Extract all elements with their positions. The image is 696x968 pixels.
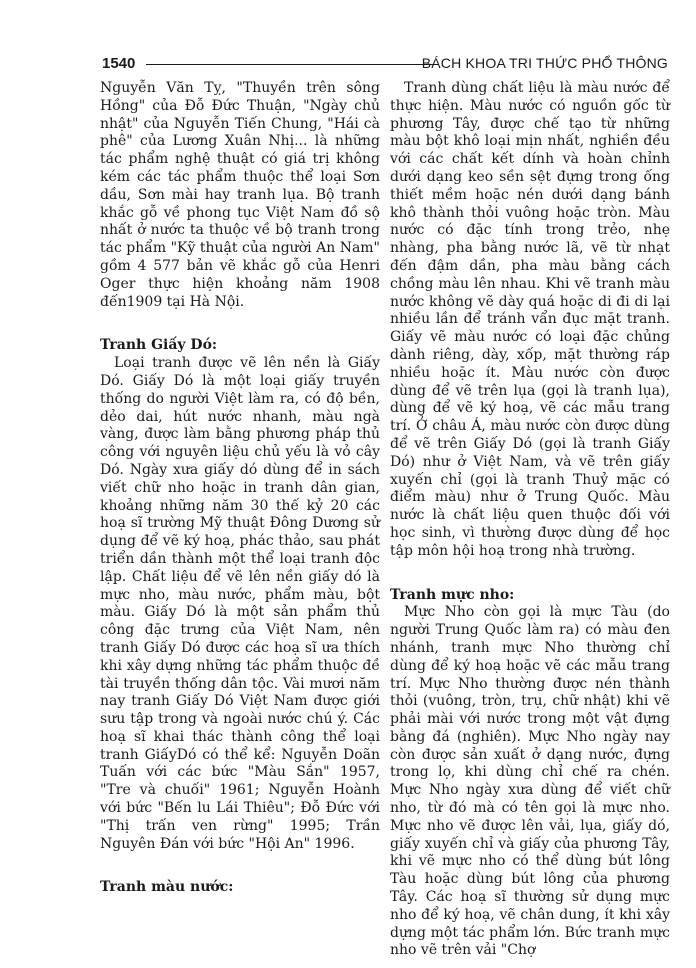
section-gap <box>100 311 380 337</box>
section-gap <box>100 853 380 879</box>
giay-do-paragraph: Loại tranh được vẽ lên nền là Giấy Dó. Giấy Dó là một loại giấy truyền thống do người Việt làm ra, có độ bền, dẻo dai, hút nước nhanh, màu ngà vàng, được làm bằng phương pháp thủ công với nguyên liệu chủ yếu là vỏ cây Dó. Ngày xưa giấy dó dùng để in sách viết chữ nho hoặc in tranh dân gian, khoảng những năm 30 thế kỷ 20 các hoạ sĩ trường Mỹ thuật Đông Dương sử dụng để vẽ ký hoạ, phác thảo, sau phát triển dần thành một thể loại tranh độc lập. Chất liệu để vẽ lên nền giấy dó là mực nho, màu nước, phẩm màu, bột màu. Giấy Dó là một sản phẩm thủ công đặc trưng của Việt Nam, nên tranh Giấy Dó được các hoạ sĩ ưa thích khi xây dựng những tác phẩm thuộc đề tài truyền thống dân tộc. Vài mươi năm nay tranh Giấy Dó Việt Nam được giới sưu tập trong và ngoài nước chú ý. Các hoạ sĩ khai thác thành công thể loại tranh GiấyDó có thể kể: Nguyễn Doãn Tuấn với các bức "Màu Sắn" 1957, "Tre và chuối" 1961; Nguyễn Hoành với bức "Bến lu Lái Thiêu"; Đỗ Đức với "Thị trấn ven rừng" 1995; Trần Nguyên Đán với bức "Hội An" 1996. <box>100 355 380 852</box>
section-heading-muc-nho: Tranh mực nho: <box>390 586 515 603</box>
page-header <box>102 52 668 74</box>
header-rule <box>146 64 436 65</box>
page-number: 1540 <box>102 55 136 72</box>
right-column <box>390 80 670 960</box>
section-heading-giay-do: Tranh Giấy Dó: <box>100 337 218 354</box>
mau-nuoc-paragraph: Tranh dùng chất liệu là màu nước để thực hiện. Màu nước có nguồn gốc từ phương Tây, được chế tạo từ những màu bột khô loại mịn nhất, nghiền đều với các chất kết dính và hoàn chỉnh dưới dạng keo sền sệt đựng trong ống thiết mềm hoặc nén dưới dạng bánh khô thành thỏi vuông hoặc tròn. Màu nước có đặc tính trong trẻo, nhẹ nhàng, pha bằng nước lã, vẽ từ nhạt đến đậm dần, pha màu bằng cách chồng màu lên nhau. Khi vẽ tranh màu nước không vẽ dày quá hoặc di đi di lại nhiều lần để tránh vẩn đục mặt tranh. Giấy vẽ màu nước có loại đặc chủng dành riêng, dày, xốp, mặt thường ráp nhiều hoặc ít. Màu nước còn được dùng để vẽ trên lụa (gọi là tranh lụa), dùng để vẽ ký hoạ, vẽ các mẫu trang trí. Ở châu Á, màu nước còn được dùng để vẽ trên Giấy Dó (gọi là tranh Giấy Dó) như ở Việt Nam, và vẽ trên giấy xuyến chỉ (gọi là tranh Thuỷ mặc có điểm màu) như ở Trung Quốc. Màu nước là chất liệu quen thuộc đối với học sinh, vì thường được dùng để học tập môn hội hoạ trong nhà trường. <box>390 80 670 559</box>
intro-paragraph: Nguyễn Văn Tỵ, "Thuyền trên sông Hồng" của Đỗ Đức Thuận, "Ngày chủ nhật" của Nguyễn Tiến Chung, "Hái cà phê" của Lương Xuân Nhị... là những tác phẩm nghệ thuật có giá trị không kém các tác phẩm thuộc thể loại Sơn dầu, Sơn mài hay tranh lụa. Bộ tranh khắc gỗ về phong tục Việt Nam đồ sộ nhất ở nước ta thuộc về bộ tranh trong tác phẩm "Kỹ thuật của người An Nam" gồm 4 577 bản vẽ khắc gỗ của Henri Oger thực hiện khoảng năm 1908 đến1909 tại Hà Nội. <box>100 80 380 310</box>
running-title: BÁCH KHOA TRI THỨC PHỔ THÔNG <box>421 55 668 71</box>
section-gap <box>390 561 670 587</box>
section-heading-mau-nuoc: Tranh màu nước: <box>100 879 234 896</box>
muc-nho-paragraph: Mực Nho còn gọi là mực Tàu (do người Trung Quốc làm ra) có màu đen nhánh, tranh mực Nho thường chỉ dùng để ký hoạ hoặc vẽ các mẫu trang trí. Mực Nho thường được nén thành thỏi (vuông, tròn, trụ, chữ nhật) khi vẽ phải mài với nước trong một vật đựng bằng đá (nghiên). Mực Nho ngày nay còn được sản xuất ở dạng nước, đựng trong lọ, khi dùng chỉ chế ra chén. Mực Nho ngày xưa dùng để viết chữ nho, từ đó mà có tên gọi là mực nho. Mực nho vẽ được lên vải, lụa, giấy dó, giấy xuyến chỉ và giấy của phương Tây, khi vẽ mực nho có thể dùng bút lông Tàu hoặc dùng bút lông của phương Tây. Các hoạ sĩ thường sử dụng mực nho để ký hoạ, vẽ chân dung, ít khi xây dựng một tác phẩm lớn. Bức tranh mực nho vẽ trên vải "Chợ <box>390 604 670 959</box>
left-column <box>100 80 380 897</box>
